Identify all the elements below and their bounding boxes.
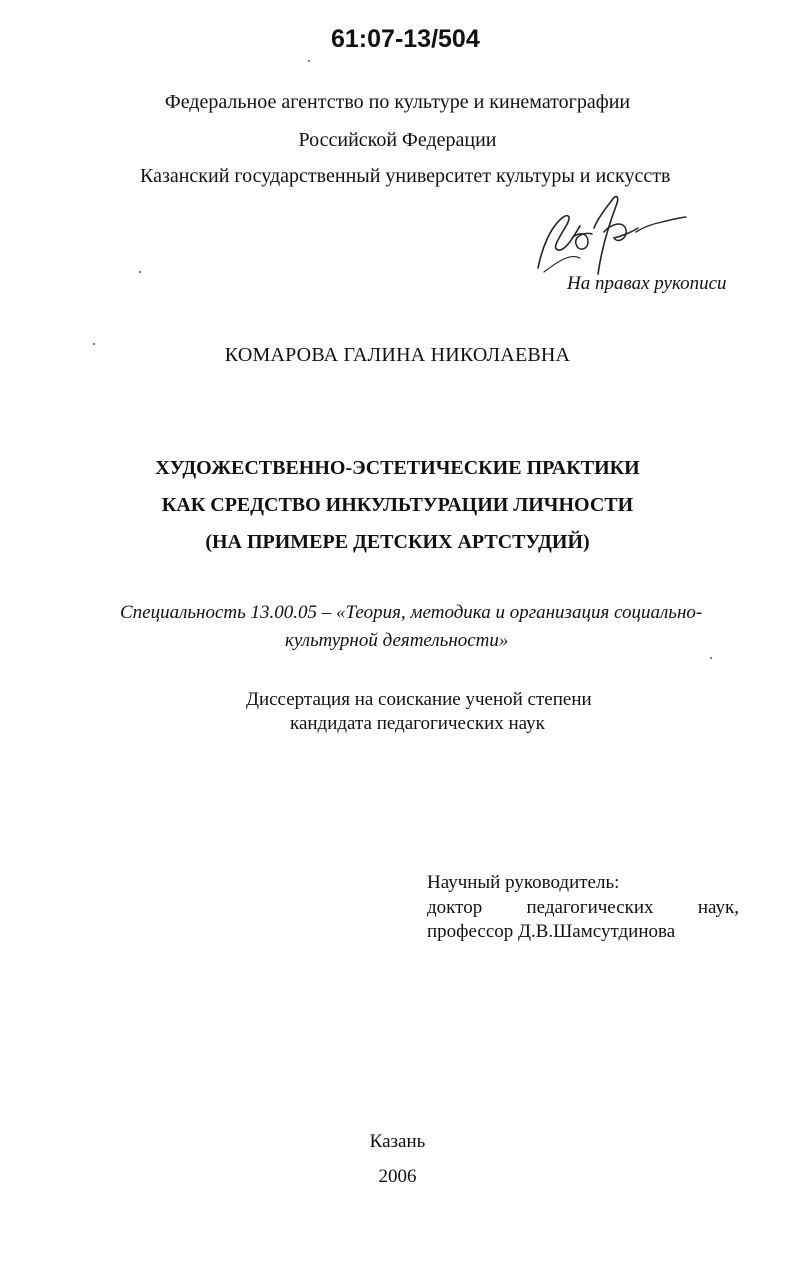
organization-line-3: Казанский государственный университет культуры и искусств — [140, 165, 671, 187]
specialty-line-1: Специальность 13.00.05 – «Теория, методика и организация социально- — [120, 602, 703, 623]
supervisor-degree-word: наук, — [697, 897, 739, 918]
title-line-1: ХУДОЖЕСТВЕННО-ЭСТЕТИЧЕСКИЕ ПРАКТИКИ — [155, 457, 640, 479]
year: 2006 — [378, 1166, 417, 1187]
handwritten-signature — [532, 188, 692, 278]
author-name: КОМАРОВА ГАЛИНА НИКОЛАЕВНА — [224, 344, 571, 366]
title-line-2: КАК СРЕДСТВО ИНКУЛЬТУРАЦИИ ЛИЧНОСТИ — [161, 494, 634, 516]
manuscript-note: На правах рукописи — [567, 273, 727, 294]
supervisor-name: профессор Д.В.Шамсутдинова — [427, 921, 676, 942]
specialty-line-2: культурной деятельности» — [285, 630, 509, 651]
city: Казань — [369, 1131, 426, 1152]
scan-speck — [139, 271, 141, 273]
scan-speck — [710, 657, 712, 659]
supervisor-degree — [427, 897, 739, 919]
title-line-3: (НА ПРИМЕРЕ ДЕТСКИХ АРТСТУДИЙ) — [205, 531, 590, 553]
supervisor-label: Научный руководитель: — [427, 872, 620, 893]
organization-line-2: Российской Федерации — [298, 129, 497, 151]
dissertation-line-2: кандидата педагогических наук — [290, 713, 545, 734]
scan-speck — [93, 343, 95, 345]
dissertation-line-1: Диссертация на соискание ученой степени — [246, 689, 592, 710]
archive-stamp: 61:07-13/504 — [331, 25, 480, 53]
supervisor-degree-word: доктор — [427, 897, 483, 918]
scan-speck — [308, 60, 310, 62]
organization-line-1: Федеральное агентство по культуре и кинематографии — [164, 91, 631, 113]
supervisor-degree-word: педагогических — [526, 897, 654, 918]
